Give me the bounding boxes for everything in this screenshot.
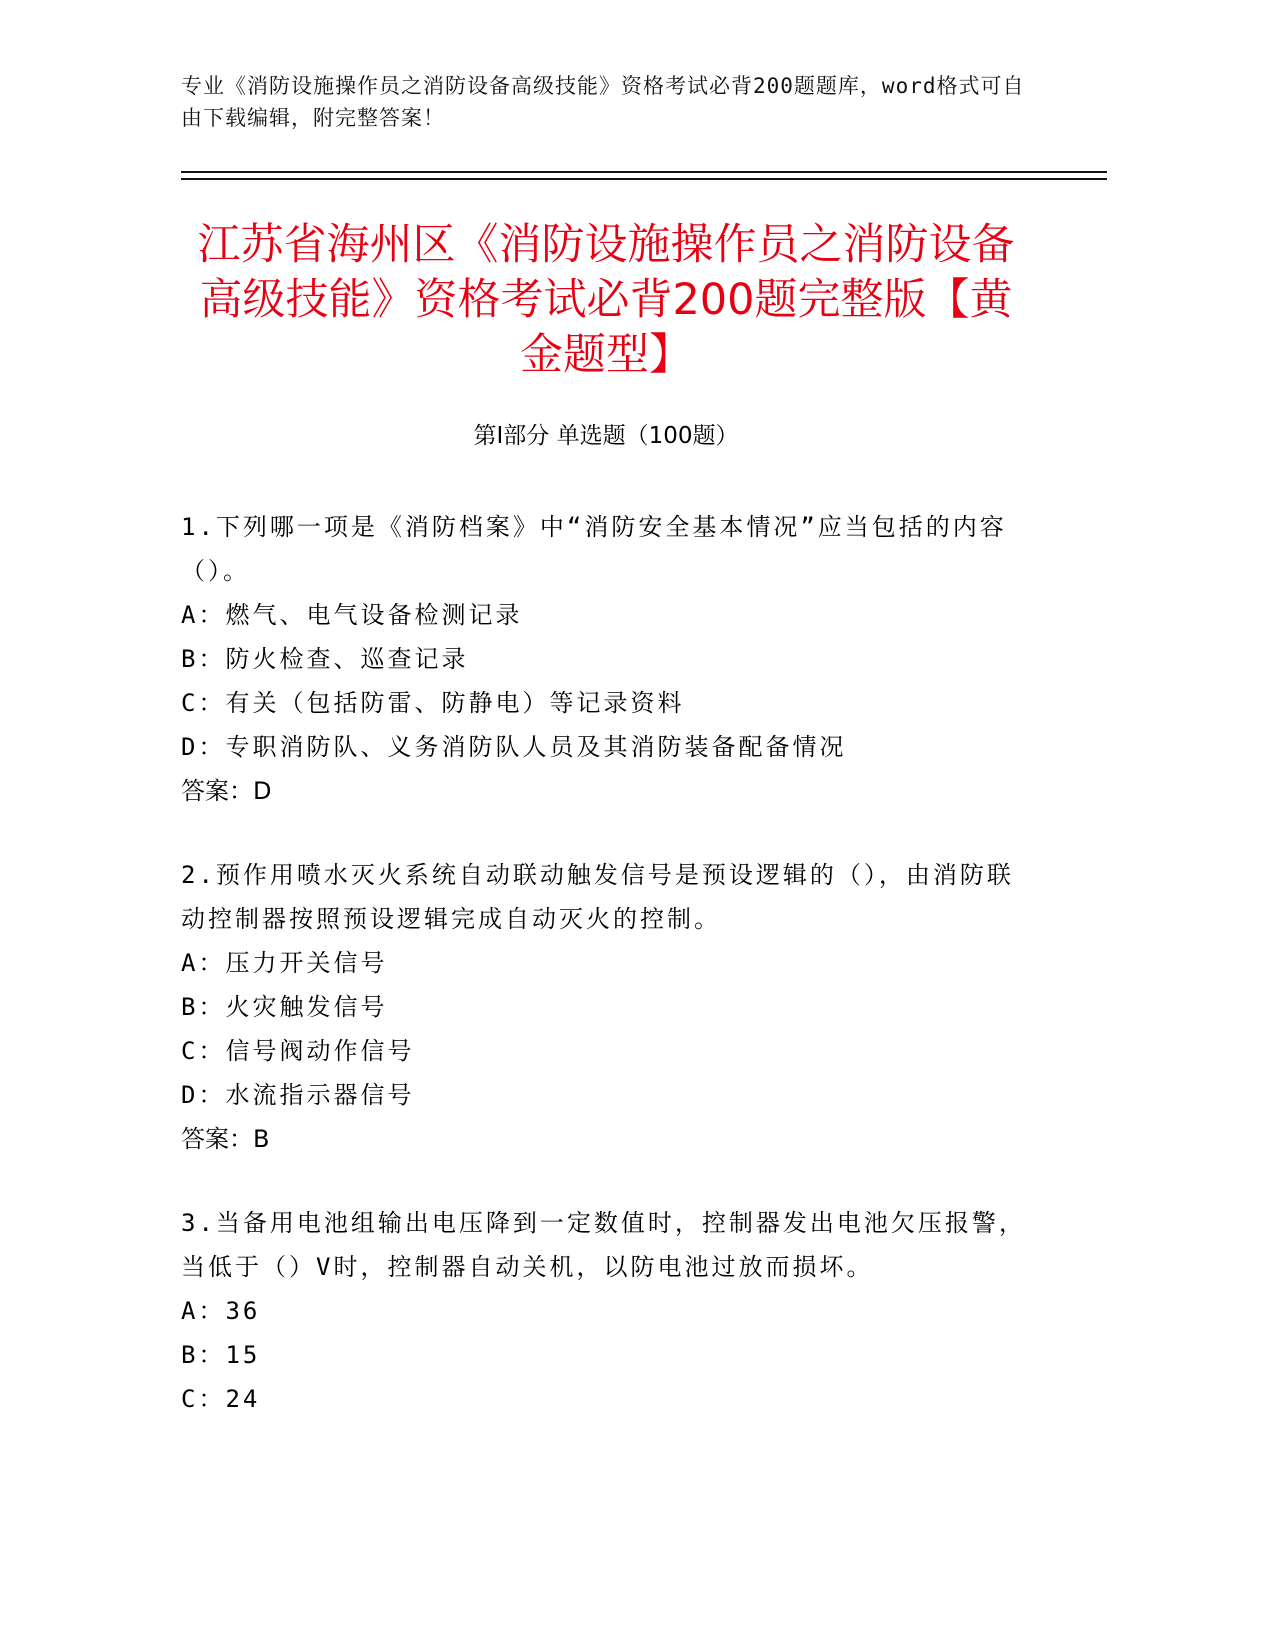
question-item [181, 853, 1031, 1161]
option-b: B：15 [181, 1341, 261, 1369]
question-stem: 2.预作用喷水灭火系统自动联动触发信号是预设逻辑的（），由消防联动控制器按照预设逻辑完成自动灭火的控制。 [181, 861, 1014, 933]
option-d: D：专职消防队、义务消防队人员及其消防装备配备情况 [181, 733, 847, 761]
question-list [181, 505, 1031, 1461]
header-note: 专业《消防设施操作员之消防设备高级技能》资格考试必背200题题库，word格式可自由下载编辑，附完整答案！ [181, 74, 1025, 130]
option-b: B：防火检查、巡查记录 [181, 645, 469, 673]
question-item [181, 1201, 1031, 1421]
option-a: A：36 [181, 1297, 261, 1325]
option-b: B：火灾触发信号 [181, 993, 388, 1021]
header-rule-thick [181, 178, 1107, 180]
option-c: C：信号阀动作信号 [181, 1037, 415, 1065]
option-c: C：有关（包括防雷、防静电）等记录资料 [181, 689, 685, 717]
option-c: C：24 [181, 1385, 261, 1413]
question-item [181, 505, 1031, 813]
question-stem: 1.下列哪一项是《消防档案》中“消防安全基本情况”应当包括的内容（）。 [181, 513, 1007, 585]
option-d: D：水流指示器信号 [181, 1081, 415, 1109]
section-title: 第Ⅰ部分 单选题（100题） [473, 423, 739, 449]
header-rule-thin [181, 171, 1107, 173]
answer-line: 答案：B [181, 1125, 270, 1153]
answer-line: 答案：D [181, 777, 272, 805]
option-a: A：燃气、电气设备检测记录 [181, 601, 523, 629]
document-title: 江苏省海州区《消防设施操作员之消防设备高级技能》资格考试必背200题完整版【黄金题型】 [197, 220, 1015, 380]
question-stem: 3.当备用电池组输出电压降到一定数值时，控制器发出电池欠压报警，当低于（）V时，控制器自动关机，以防电池过放而损坏。 [181, 1209, 1026, 1281]
option-a: A：压力开关信号 [181, 949, 388, 977]
